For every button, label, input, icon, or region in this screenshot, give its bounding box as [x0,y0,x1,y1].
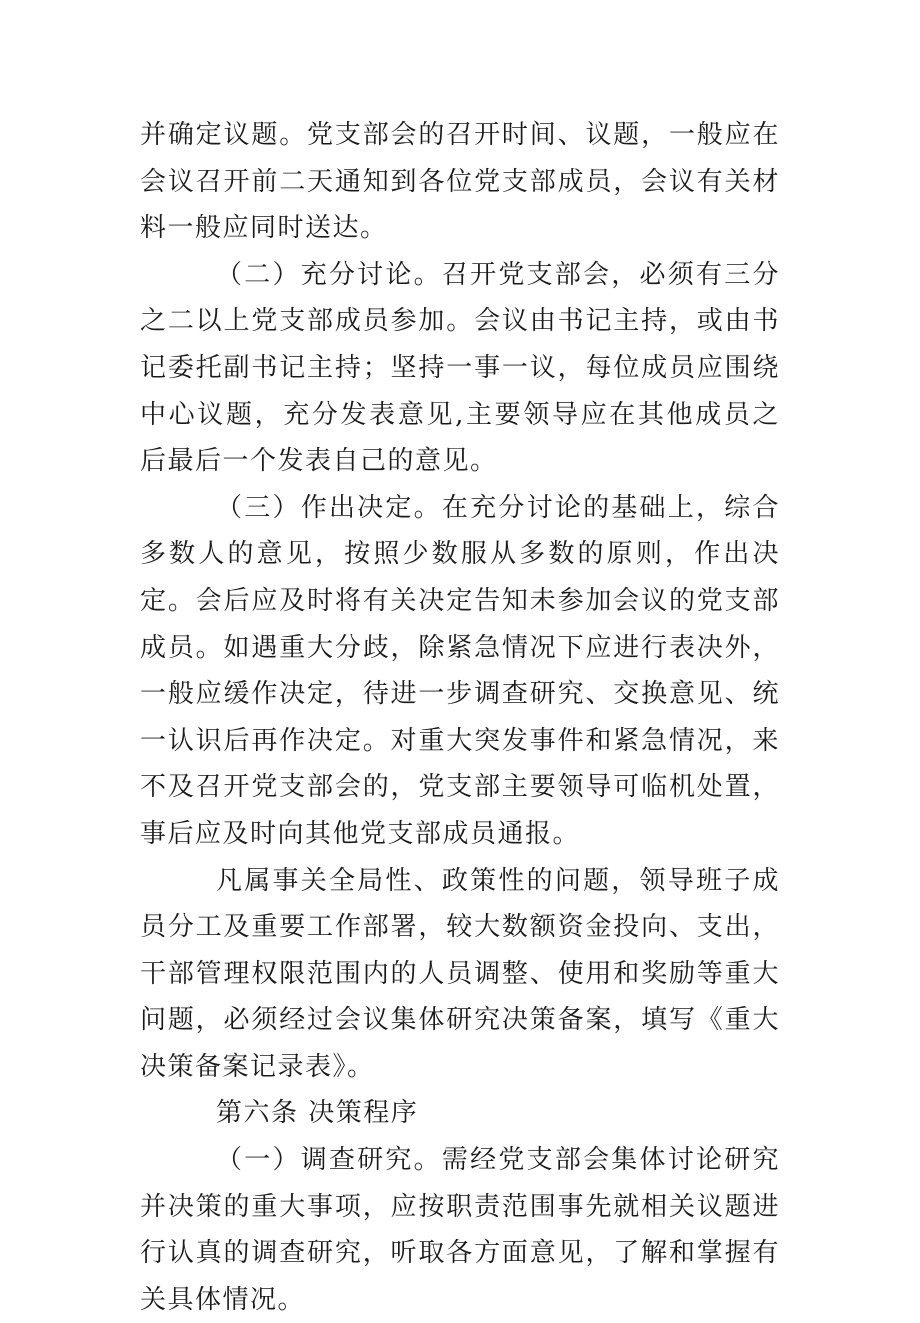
paragraph-make-decision: （三）作出决定。在充分讨论的基础上，综合多数人的意见，按照少数服从多数的原则，作出决定。会后应及时将有关决定告知未参加会议的党支部成员。如遇重大分歧，除紧急情况下应进行表决外，一般应缓作决定，待进一步调查研究、交换意见、统一认识后再作决定。对重大突发事件和紧急情况，来不及召开党支部会的，党支部主要领导可临机处置，事后应及时向其他党支部成员通报。 [140,492,780,849]
document-body [140,112,780,1323]
paragraph-major-issues: 凡属事关全局性、政策性的问题，领导班子成员分工及重要工作部署，较大数额资金投向、支出，干部管理权限范围内的人员调整、使用和奖励等重大问题，必须经过会议集体研究决策备案，填写《重大决策备案记录表》。 [140,865,780,1082]
article-six-heading: 第六条 决策程序 [216,1098,419,1129]
paragraph-continuation: 并确定议题。党支部会的召开时间、议题，一般应在会议召开前二天通知到各位党支部成员，会议有关材料一般应同时送达。 [140,120,780,244]
paragraph-investigation: （一）调查研究。需经党支部会集体讨论研究并决策的重大事项，应按职责范围事先就相关议题进行认真的调查研究，听取各方面意见，了解和掌握有关具体情况。 [140,1145,780,1315]
paragraph-full-discussion: （二）充分讨论。召开党支部会，必须有三分之二以上党支部成员参加。会议由书记主持，或由书记委托副书记主持；坚持一事一议，每位成员应围绕中心议题，充分发表意见,主要领导应在其他成员之后最后一个发表自己的意见。 [140,259,780,477]
